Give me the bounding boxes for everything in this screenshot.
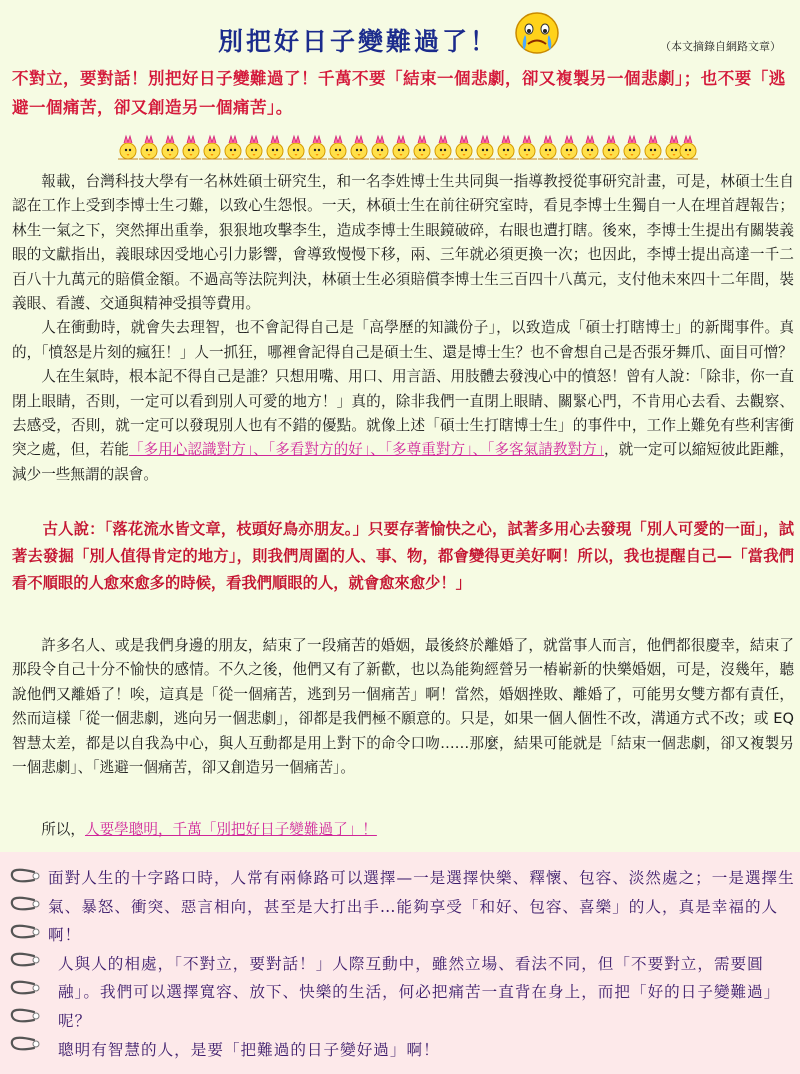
paragraph-5 [12, 818, 377, 842]
page-title: 別把好日子變難過了！ [218, 27, 499, 56]
article-body-bottom [12, 634, 794, 780]
quote-paragraph: 古人說：「落花流水皆文章，枝頭好鳥亦朋友。」只要存著愉快之心，試著多用心去發現「別人可愛的一面」，試著去發掘「別人值得肯定的地方」，則我們周圍的人、事、物，都會變得更美好啊！所以，我也提醒自己—「當我們看不順眼的人愈來愈多的時候，看我們順眼的人，就會愈來愈少！」 [12, 520, 794, 592]
notebook-spiral-icon [4, 858, 44, 1070]
chick-row-divider-icon [118, 132, 698, 162]
paragraph-5-highlight: 人要學聰明，千萬「別把好日子變難過了」！ [84, 821, 377, 838]
note-line-3: 聰明有智慧的人，是要「把難過的日子變好過」啊！ [58, 1040, 440, 1059]
paragraph-4: 許多名人、或是我們身邊的朋友，結束了一段痛苦的婚姻，最後終於離婚了，就當事人而言，他們都很慶幸，結束了那段令自己十分不愉快的感情。不久之後，他們又有了新歡，也以為能夠經營另一樁嶄新的快樂婚姻，可是，沒幾年，聽說他們又離婚了！唉，這真是「從一個痛苦，逃到另一個痛苦」啊！當然，婚姻挫敗、離婚了，可能男女雙方都有責任，然而這樣「從一個悲劇，逃向另一個悲劇」，卻都是我們極不願意的。只是，如果一個人個性不改，溝通方式不改；或 EQ 智慧太差，都是以自我為中心，與人互動都是用上對下的命令口吻……那麼，結果可能就是「結束一個悲劇，卻又複製另一個悲劇」、「逃避一個痛苦，卻又創造另一個痛苦」。 [12, 637, 794, 777]
paragraph-3 [12, 365, 794, 487]
paragraph-3-ending: ，就一定可以縮短彼此距離，減少一些無謂的誤會。 [12, 441, 794, 483]
intro-text: 不對立，要對話！別把好日子變難過了！千萬不要「結束一個悲劇，卻又複製另一個悲劇」；也不要「逃避一個痛苦，卻又創造另一個痛苦」。 [12, 69, 786, 117]
paragraph-3-text: 人在生氣時，根本記不得自己是誰？只想用嘴、用口、用言語、用肢體去發洩心中的憤怒！曾有人說：「除非，你一直閉上眼睛，否則，一定可以看到別人可愛的地方！」真的，除非我們一直閉上眼睛、關緊心門，不肯用心去看、去觀察、去感受，否則，就一定可以發現別人也有不錯的優點。就像上述「碩士生打瞎博士生」的事件中，工作上難免有些利害衝突之處，但，若能 [12, 368, 794, 459]
paragraph-1: 報載，台灣科技大學有一名林姓碩士研究生，和一名李姓博士生共同與一指導教授從事研究計畫，可是，林碩士生自認在工作上受到李博士生刁難，以致心生怨恨。一天，林碩士生在前往研究室時，看見李博士生獨自一人在埋首趕報告；林生一氣之下，突然揮出重拳，狠狠地攻擊李生，造成李博士生眼鏡破碎，右眼也遭打瞎。後來，李博士生提出有關裝義眼的文獻指出，義眼球因受地心引力影響，會導致慢慢下移，兩、三年就必須更換一次；也因此，李博士提出高達一千二百八十九萬元的賠償金額。不過高等法院判決，林碩士生必須賠償李博士生三百四十八萬元，支付他未來四十二年間，裝義眼、看護、交通與精神受損等費用。 [12, 173, 794, 313]
paragraph-2: 人在衝動時，就會失去理智，也不會記得自己是「高學歷的知識份子」，以致造成「碩士打瞎博士」的新聞事件。真的，「憤怒是片刻的瘋狂！」人一抓狂，哪裡會記得自己是碩士生、還是博士生？也不會想自己是否張牙舞爪、面目可憎？ [12, 319, 794, 361]
paragraph-3-highlight: 「多用心認識對方」、「多看對方的好」、「多尊重對方」、「多客氣請教對方」 [128, 441, 604, 459]
note-text [48, 864, 796, 1064]
article-body-top [12, 170, 794, 487]
note-line-1: 面對人生的十字路口時，人常有兩條路可以選擇—一是選擇快樂、釋懷、包容、淡然處之；一是選擇生氣、暴怒、衝突、惡言相向，甚至是大打出手…能夠享受「和好、包容、喜樂」的人，真是幸福的人啊！ [48, 869, 795, 945]
header [0, 8, 800, 58]
source-note: （本文摘錄自網路文章） [660, 40, 781, 53]
notebook-note [0, 852, 800, 1074]
paragraph-5-text: 所以， [41, 821, 85, 838]
crying-face-icon [512, 10, 562, 56]
note-line-2: 人與人的相處，「不對立，要對話！」人際互動中，雖然立場、看法不同，但「不要對立，需要圓融」。我們可以選擇寬容、放下、快樂的生活，何必把痛苦一直背在身上，而把「好的日子變難過」呢？ [58, 954, 781, 1030]
